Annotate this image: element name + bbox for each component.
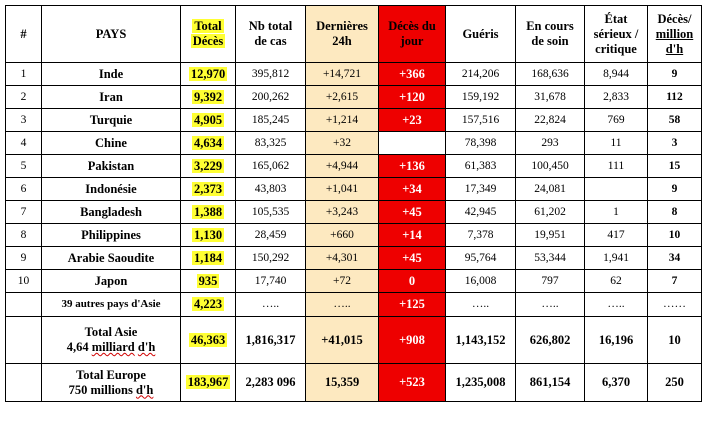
cell-deces-million: 34	[648, 247, 702, 270]
cell-nb-total: 395,812	[236, 63, 306, 86]
header-total-deces-l1: Total	[194, 19, 222, 33]
total-europe-pop-b: d'h	[135, 382, 154, 397]
table-row	[6, 247, 702, 270]
cell-etat: 11	[585, 132, 648, 155]
cell-en-cours: 24,081	[516, 178, 585, 201]
total-europe-label: Total Europe	[76, 367, 146, 382]
cell-dernieres: +32	[306, 132, 379, 155]
header-nb-total	[236, 6, 306, 63]
cell-en-cours: 626,802	[516, 317, 585, 364]
cell-pays: Pakistan	[42, 155, 181, 178]
cell-etat: …..	[585, 293, 648, 317]
cell-deces-million: 15	[648, 155, 702, 178]
cell-etat: 1	[585, 201, 648, 224]
cell-gueris: 157,516	[446, 109, 516, 132]
cell-total-deces-value: 12,970	[190, 66, 226, 81]
cell-num: 5	[6, 155, 42, 178]
cell-nb-total: 185,245	[236, 109, 306, 132]
header-nb-total-l2: de cas	[254, 34, 287, 48]
total-asie-label: Total Asie	[84, 325, 138, 339]
cell-deces-million: ……	[648, 293, 702, 317]
cell-pays: Chine	[42, 132, 181, 155]
cell-gueris: 17,349	[446, 178, 516, 201]
table-row	[6, 178, 702, 201]
covid-asia-table	[5, 5, 702, 402]
cell-total-deces	[181, 109, 236, 132]
cell-pays	[42, 317, 181, 364]
cell-total-deces	[181, 63, 236, 86]
cell-dernieres: +41,015	[306, 317, 379, 364]
cell-total-deces	[181, 247, 236, 270]
table-row	[6, 201, 702, 224]
header-deces-jour-l2: jour	[400, 34, 424, 48]
cell-gueris: …..	[446, 293, 516, 317]
cell-deces-million: 250	[648, 364, 702, 402]
cell-nb-total: 200,262	[236, 86, 306, 109]
cell-gueris: 78,398	[446, 132, 516, 155]
header-en-cours-l1: En cours	[526, 19, 574, 33]
cell-dernieres: +4,301	[306, 247, 379, 270]
cell-dernieres: +2,615	[306, 86, 379, 109]
cell-num: 1	[6, 63, 42, 86]
cell-num: 10	[6, 270, 42, 293]
cell-num: 8	[6, 224, 42, 247]
cell-etat: 417	[585, 224, 648, 247]
cell-etat: 769	[585, 109, 648, 132]
cell-total-deces	[181, 293, 236, 317]
cell-nb-total: 150,292	[236, 247, 306, 270]
cell-deces-jour: +523	[379, 364, 446, 402]
cell-total-deces-value: 1,388	[193, 204, 223, 219]
cell-gueris: 214,206	[446, 63, 516, 86]
cell-en-cours: 797	[516, 270, 585, 293]
cell-total-deces-value: 46,363	[190, 332, 226, 347]
cell-etat: 6,370	[585, 364, 648, 402]
cell-num	[6, 293, 42, 317]
cell-num: 6	[6, 178, 42, 201]
cell-gueris: 159,192	[446, 86, 516, 109]
cell-dernieres: 15,359	[306, 364, 379, 402]
header-deces-jour	[379, 6, 446, 63]
cell-pays: Iran	[42, 86, 181, 109]
cell-nb-total: 165,062	[236, 155, 306, 178]
header-deces-million-l3: d'h	[665, 41, 684, 56]
cell-dernieres: +1,041	[306, 178, 379, 201]
cell-gueris: 1,143,152	[446, 317, 516, 364]
table-row	[6, 270, 702, 293]
header-en-cours	[516, 6, 585, 63]
header-en-cours-l2: de soin	[531, 34, 569, 48]
cell-deces-jour	[379, 132, 446, 155]
cell-etat: 111	[585, 155, 648, 178]
cell-total-deces	[181, 155, 236, 178]
cell-nb-total: …..	[236, 293, 306, 317]
cell-nb-total: 43,803	[236, 178, 306, 201]
cell-en-cours: 293	[516, 132, 585, 155]
cell-num: 3	[6, 109, 42, 132]
cell-total-deces	[181, 224, 236, 247]
total-asie-pop-b: milliard	[91, 340, 135, 354]
cell-gueris: 7,378	[446, 224, 516, 247]
cell-num: 7	[6, 201, 42, 224]
cell-total-deces-value: 9,392	[193, 89, 223, 104]
cell-pays: Philippines	[42, 224, 181, 247]
header-dernieres	[306, 6, 379, 63]
header-etat-l2: sérieux /	[593, 26, 639, 41]
header-num: #	[6, 6, 42, 63]
cell-total-deces-value: 935	[198, 273, 218, 288]
cell-dernieres: +14,721	[306, 63, 379, 86]
cell-nb-total: 2,283 096	[236, 364, 306, 402]
header-deces-million	[648, 6, 702, 63]
cell-deces-jour: +120	[379, 86, 446, 109]
cell-total-deces	[181, 317, 236, 364]
cell-en-cours: …..	[516, 293, 585, 317]
total-asie-pop-d: d'h	[137, 340, 156, 354]
cell-deces-jour: 0	[379, 270, 446, 293]
cell-total-deces	[181, 178, 236, 201]
total-europe-pop-a: 750 millions	[68, 382, 136, 397]
cell-dernieres: …..	[306, 293, 379, 317]
cell-en-cours: 22,824	[516, 109, 585, 132]
cell-etat: 62	[585, 270, 648, 293]
cell-total-deces-value: 4,223	[193, 297, 223, 311]
cell-deces-jour: +125	[379, 293, 446, 317]
table-row	[6, 224, 702, 247]
cell-deces-million: 112	[648, 86, 702, 109]
cell-deces-million: 7	[648, 270, 702, 293]
table-row-total-asie	[6, 317, 702, 364]
cell-en-cours: 61,202	[516, 201, 585, 224]
cell-en-cours: 19,951	[516, 224, 585, 247]
cell-total-deces-value: 3,229	[193, 158, 223, 173]
cell-etat: 16,196	[585, 317, 648, 364]
cell-pays: Inde	[42, 63, 181, 86]
cell-total-deces	[181, 132, 236, 155]
table-row-autres	[6, 293, 702, 317]
table-body	[6, 63, 702, 402]
cell-deces-jour: +136	[379, 155, 446, 178]
cell-nb-total: 17,740	[236, 270, 306, 293]
cell-etat: 2,833	[585, 86, 648, 109]
cell-total-deces	[181, 201, 236, 224]
cell-pays: Bangladesh	[42, 201, 181, 224]
total-asie-pop-a: 4,64	[66, 340, 92, 354]
cell-dernieres: +3,243	[306, 201, 379, 224]
table-row-total-europe	[6, 364, 702, 402]
cell-deces-million: 8	[648, 201, 702, 224]
table-row	[6, 63, 702, 86]
cell-en-cours: 53,344	[516, 247, 585, 270]
cell-num: 2	[6, 86, 42, 109]
table-row	[6, 86, 702, 109]
cell-deces-jour: +366	[379, 63, 446, 86]
cell-gueris: 42,945	[446, 201, 516, 224]
cell-deces-jour: +45	[379, 247, 446, 270]
cell-etat	[585, 178, 648, 201]
cell-dernieres: +72	[306, 270, 379, 293]
cell-deces-jour: +908	[379, 317, 446, 364]
table-row	[6, 132, 702, 155]
header-total-deces-l2: Décès	[192, 34, 224, 48]
header-etat	[585, 6, 648, 63]
cell-deces-million: 10	[648, 224, 702, 247]
header-dernieres-l2: 24h	[332, 34, 352, 48]
cell-gueris: 61,383	[446, 155, 516, 178]
cell-dernieres: +1,214	[306, 109, 379, 132]
cell-gueris: 1,235,008	[446, 364, 516, 402]
cell-deces-million: 10	[648, 317, 702, 364]
cell-gueris: 95,764	[446, 247, 516, 270]
cell-etat: 1,941	[585, 247, 648, 270]
cell-deces-million: 3	[648, 132, 702, 155]
cell-deces-jour: +34	[379, 178, 446, 201]
header-deces-million-l1: Décès/	[657, 11, 692, 26]
cell-pays: Turquie	[42, 109, 181, 132]
header-nb-total-l1: Nb total	[248, 19, 293, 33]
cell-nb-total: 1,816,317	[236, 317, 306, 364]
cell-num: 9	[6, 247, 42, 270]
cell-deces-million: 9	[648, 178, 702, 201]
cell-deces-jour: +45	[379, 201, 446, 224]
cell-total-deces-value: 4,905	[193, 112, 223, 127]
cell-num	[6, 364, 42, 402]
cell-total-deces-value: 183,967	[187, 375, 229, 389]
header-row	[6, 6, 702, 63]
cell-en-cours: 31,678	[516, 86, 585, 109]
header-gueris: Guéris	[446, 6, 516, 63]
cell-deces-million: 9	[648, 63, 702, 86]
header-etat-l3: critique	[595, 41, 637, 56]
cell-nb-total: 105,535	[236, 201, 306, 224]
cell-deces-million: 58	[648, 109, 702, 132]
header-etat-l1: État	[604, 11, 628, 26]
cell-deces-jour: +23	[379, 109, 446, 132]
cell-pays: Indonésie	[42, 178, 181, 201]
cell-total-deces-value: 4,634	[193, 135, 223, 150]
cell-total-deces	[181, 86, 236, 109]
cell-dernieres: +4,944	[306, 155, 379, 178]
cell-num	[6, 317, 42, 364]
cell-dernieres: +660	[306, 224, 379, 247]
header-dernieres-l1: Dernières	[316, 19, 368, 33]
cell-pays: 39 autres pays d'Asie	[42, 293, 181, 317]
cell-total-deces-value: 1,184	[193, 250, 223, 265]
cell-total-deces	[181, 270, 236, 293]
cell-num: 4	[6, 132, 42, 155]
cell-en-cours: 861,154	[516, 364, 585, 402]
header-pays: PAYS	[42, 6, 181, 63]
header-deces-jour-l1: Décès du	[388, 19, 436, 33]
cell-nb-total: 28,459	[236, 224, 306, 247]
cell-pays: Arabie Saoudite	[42, 247, 181, 270]
cell-gueris: 16,008	[446, 270, 516, 293]
cell-nb-total: 83,325	[236, 132, 306, 155]
header-total-deces	[181, 6, 236, 63]
table-row	[6, 109, 702, 132]
cell-en-cours: 168,636	[516, 63, 585, 86]
table-row	[6, 155, 702, 178]
cell-etat: 8,944	[585, 63, 648, 86]
cell-deces-jour: +14	[379, 224, 446, 247]
cell-total-deces	[181, 364, 236, 402]
cell-total-deces-value: 1,130	[193, 227, 223, 242]
cell-en-cours: 100,450	[516, 155, 585, 178]
header-deces-million-l2: million	[655, 26, 694, 41]
cell-pays	[42, 364, 181, 402]
cell-total-deces-value: 2,373	[193, 181, 223, 196]
cell-pays: Japon	[42, 270, 181, 293]
